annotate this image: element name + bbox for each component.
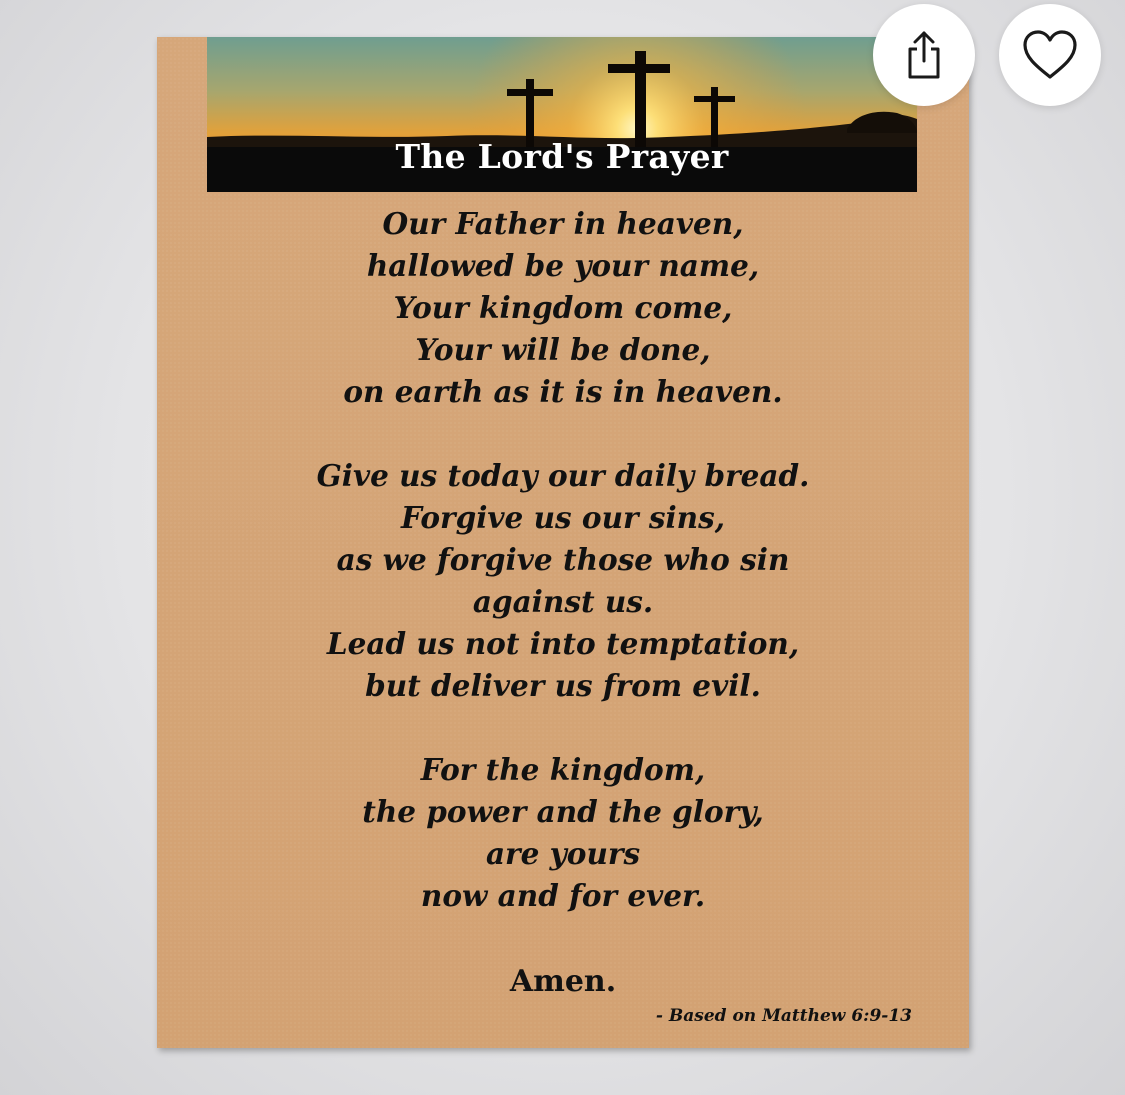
share-button[interactable] [873,4,975,106]
prayer-line: are yours [485,836,641,871]
prayer-line: now and for ever. [420,878,706,913]
prayer-stanza-1 [157,203,969,413]
prayer-line: Give us today our daily bread. [316,458,810,493]
poster-title: The Lord's Prayer [395,137,729,176]
favorite-button[interactable] [999,4,1101,106]
prayer-line: Lead us not into temptation, [326,626,800,661]
prayer-line: hallowed be your name, [366,248,760,283]
prayer-line: but deliver us from evil. [365,668,761,703]
prayer-line: as we forgive those who sin [336,542,790,577]
prayer-stanza-2 [157,455,969,707]
prayer-line: against us. [472,584,654,619]
prayer-line: Your will be done, [415,332,711,367]
prayer-line: Forgive us our sins, [401,500,725,535]
scripture-attribution: - Based on Matthew 6:9-13 [655,1006,912,1026]
prayer-stanza-3 [157,749,969,917]
prayer-line: the power and the glory, [362,794,764,829]
heart-icon [1021,29,1079,81]
prayer-line: Our Father in heaven, [382,206,744,241]
prayer-amen: Amen. [509,964,617,999]
prayer-text [157,203,969,959]
product-poster-image[interactable] [157,37,969,1048]
share-icon [902,29,946,81]
prayer-line: on earth as it is in heaven. [343,374,783,409]
prayer-line: For the kingdom, [420,752,706,787]
poster-banner [207,37,917,192]
prayer-line: Your kingdom come, [393,290,733,325]
